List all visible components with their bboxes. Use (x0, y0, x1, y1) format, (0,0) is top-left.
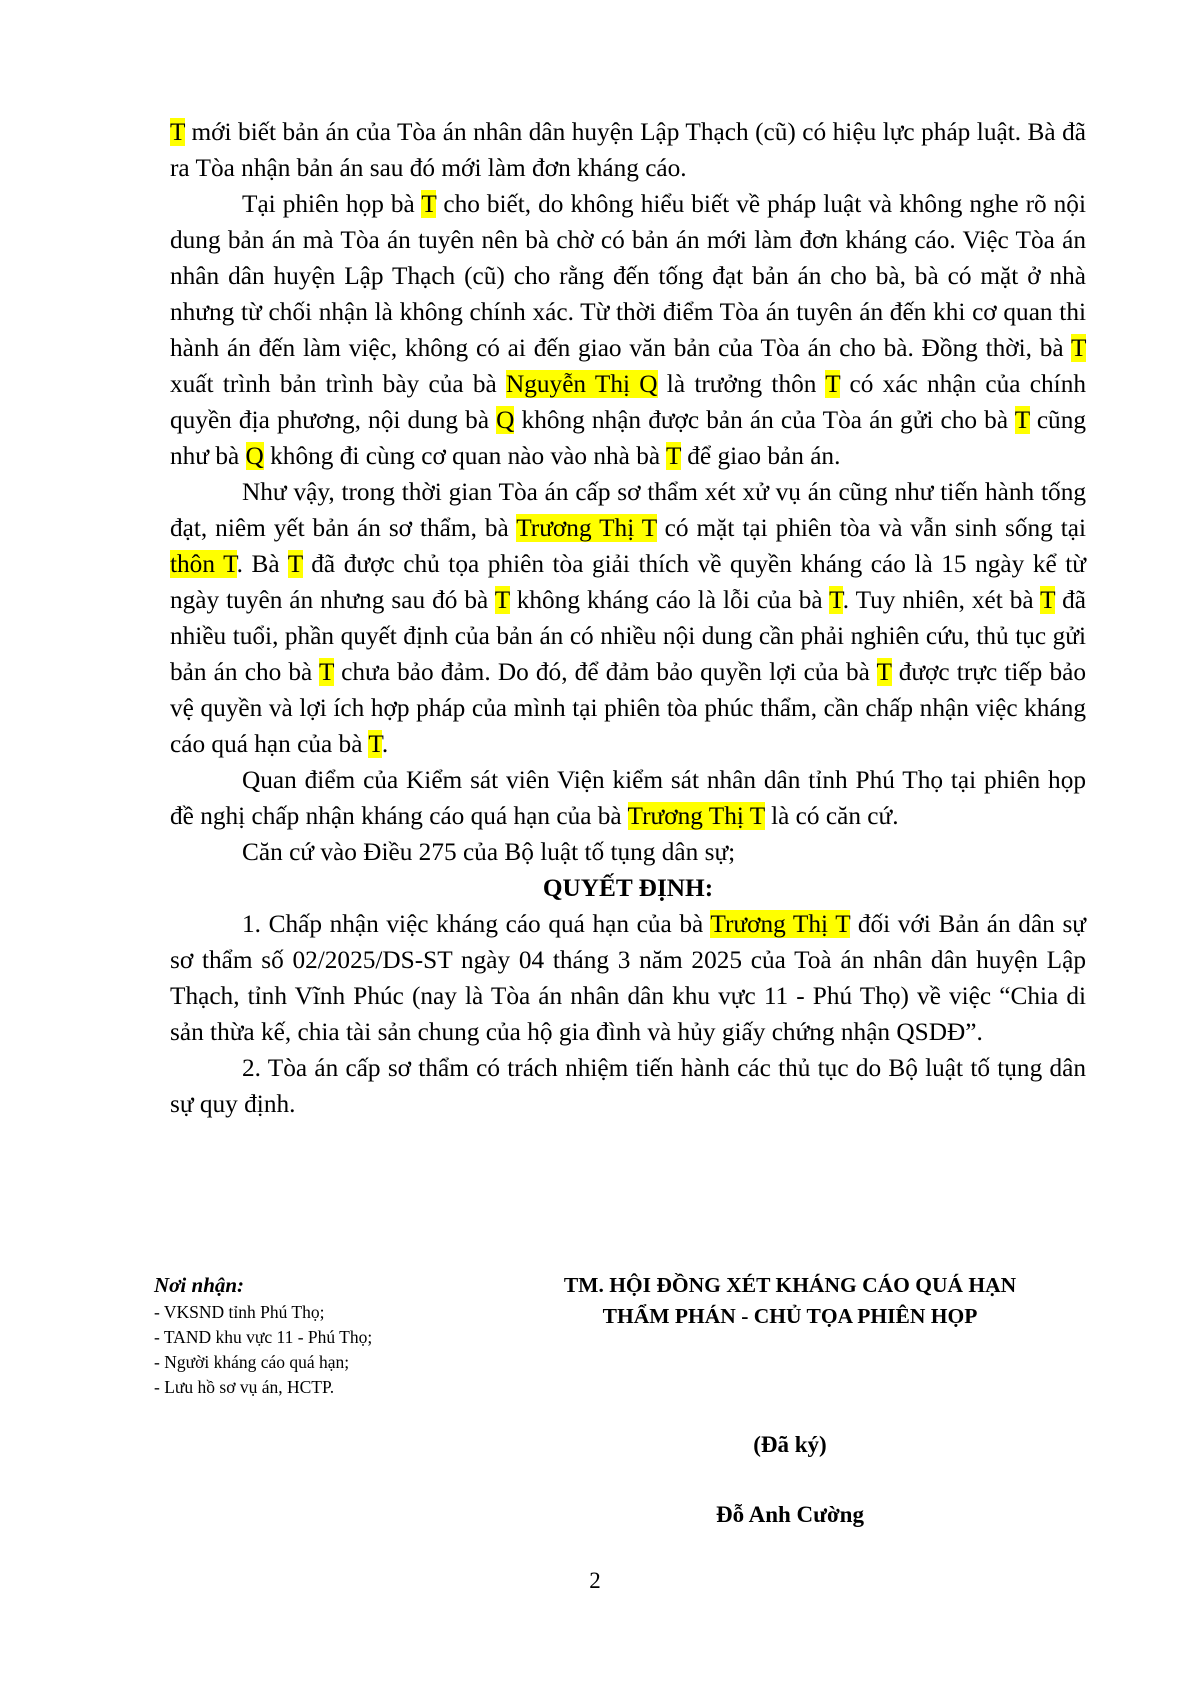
signer-name: Đỗ Anh Cường (716, 1502, 864, 1527)
highlighted-text: Nguyễn Thị Q (505, 370, 658, 398)
signature-block (470, 1270, 1110, 1332)
text-run: mới biết bản án của Tòa án nhân dân huyện Lập Thạch (cũ) có hiệu lực pháp luật. Bà đã ra Tòa nhận bản án sau đó mới làm đơn kháng cáo. (170, 118, 1086, 182)
text-run: không đi cùng cơ quan nào vào nhà bà (263, 442, 666, 470)
signature-role: THẨM PHÁN - CHỦ TỌA PHIÊN HỌP (602, 1304, 978, 1328)
text-run: đã được chủ tọa phiên tòa giải thích về quyền kháng cáo là 15 ngày kể từ ngày tuyên án nhưng sau đó bà (170, 550, 1086, 614)
highlighted-text: Q (245, 442, 264, 470)
highlighted-text: Q (496, 406, 515, 434)
recipient-item: - Người kháng cáo quá hạn; (154, 1352, 350, 1372)
document-body (170, 114, 1086, 1122)
text-run: để giao bản án. (680, 442, 841, 470)
recipients-title: Nơi nhận: (154, 1273, 245, 1297)
paragraph (170, 186, 1086, 474)
text-run: 1. Chấp nhận việc kháng cáo quá hạn của bà (242, 910, 711, 938)
text-run: . Tuy nhiên, xét bà (842, 586, 1041, 614)
text-run: Tại phiên họp bà (242, 190, 422, 218)
text-run: có xác nhận của chính quyền địa phương, nội dung bà (170, 370, 1086, 434)
paragraph (170, 114, 1086, 186)
text-run: đối với Bản án dân sự sơ thẩm số 02/2025/DS-ST ngày 04 tháng 3 năm 2025 của Toà án nhân dân huyện Lập Thạch, tỉnh Vĩnh Phúc (nay là Tòa án nhân dân khu vực 11 - Phú Thọ) về việc “Chia di sản thừa kế, chia tài sản chung của hộ gia đình và hủy giấy chứng nhận QSDĐ”. (170, 910, 1087, 1046)
paragraph (170, 474, 1086, 762)
recipient-item: - VKSND tỉnh Phú Thọ; (154, 1302, 325, 1322)
text-run: được trực tiếp bảo vệ quyền và lợi ích hợp pháp của mình tại phiên tòa phúc thẩm, cần chấp nhận việc kháng cáo quá hạn của bà (170, 658, 1086, 758)
highlighted-text: T (665, 442, 681, 470)
text-run: cho biết, do không hiểu biết về pháp luật và không nghe rõ nội dung bản án mà Tòa án tuyên nên bà chờ có bản án mới làm đơn kháng cáo. Việc Tòa án nhân dân huyện Lập Thạch (cũ) cho rằng đến tống đạt bản án cho bà, bà có mặt ở nhà nhưng từ chối nhận là không chính xác. Từ thời điểm Tòa án tuyên án đến khi cơ quan thi hành án đến làm việc, không có ai đến giao văn bản của Tòa án cho bà. Đồng thời, bà (170, 190, 1086, 362)
text-run: chưa bảo đảm. Do đó, để đảm bảo quyền lợi của bà (333, 658, 877, 686)
highlighted-text: T (287, 550, 303, 578)
highlighted-text: T (318, 658, 334, 686)
text-run: cũng như bà (170, 406, 1086, 470)
text-run: là trưởng thôn (657, 370, 826, 398)
paragraph (170, 1050, 1086, 1122)
text-run: đã nhiều tuổi, phần quyết định của bản án có nhiều nội dung cần phải nghiên cứu, thủ tục gửi bản án cho bà (170, 586, 1086, 686)
text-run: xuất trình bản trình bày của bà (170, 370, 506, 398)
highlighted-text: T (421, 190, 437, 218)
recipients-block (154, 1270, 514, 1400)
recipient-item: - Lưu hồ sơ vụ án, HCTP. (154, 1377, 335, 1397)
text-run: không kháng cáo là lỗi của bà (509, 586, 830, 614)
text-run: 2. Tòa án cấp sơ thẩm có trách nhiệm tiến hành các thủ tục do Bộ luật tố tụng dân sự quy định. (170, 1054, 1086, 1118)
text-run: là có căn cứ. (764, 802, 899, 830)
highlighted-text: T (825, 370, 841, 398)
highlighted-text: Trương Thị T (627, 802, 765, 830)
highlighted-text: thôn T (170, 550, 237, 578)
text-run: có mặt tại phiên tòa và vẫn sinh sống tại (656, 514, 1087, 542)
text-run: không nhận được bản án của Tòa án gửi cho bà (514, 406, 1015, 434)
paragraph (170, 834, 1086, 870)
decision-heading: QUYẾT ĐỊNH: (542, 874, 714, 902)
recipient-item: - TAND khu vực 11 - Phú Thọ; (154, 1327, 373, 1347)
page-number: 2 (589, 1568, 601, 1593)
text-run: Quan điểm của Kiểm sát viên Viện kiểm sát nhân dân tỉnh Phú Thọ tại phiên họp đề nghị chấp nhận kháng cáo quá hạn của bà (170, 766, 1086, 830)
highlighted-text: T (368, 730, 382, 758)
text-run: . (381, 730, 389, 758)
highlighted-text: Trương Thị T (516, 514, 657, 542)
highlighted-text: T (1014, 406, 1030, 434)
paragraph (170, 762, 1086, 834)
signature-title: TM. HỘI ĐỒNG XÉT KHÁNG CÁO QUÁ HẠN (563, 1273, 1017, 1297)
highlighted-text: T (829, 586, 843, 614)
text-run: . Bà (236, 550, 288, 578)
highlighted-text: T (1071, 334, 1086, 362)
text-run: Như vậy, trong thời gian Tòa án cấp sơ thẩm xét xử vụ án cũng như tiến hành tống đạt, niêm yết bản án sơ thẩm, bà (170, 478, 1086, 542)
highlighted-text: T (494, 586, 510, 614)
highlighted-text: T (876, 658, 892, 686)
signed-note: (Đã ký) (753, 1432, 827, 1457)
highlighted-text: Trương Thị T (710, 910, 851, 938)
highlighted-text: T (1040, 586, 1056, 614)
highlighted-text: T (170, 118, 185, 146)
text-run: Căn cứ vào Điều 275 của Bộ luật tố tụng dân sự; (242, 838, 736, 866)
paragraph (170, 906, 1086, 1050)
decision-section (170, 906, 1086, 1122)
reasoning-section (170, 114, 1086, 870)
